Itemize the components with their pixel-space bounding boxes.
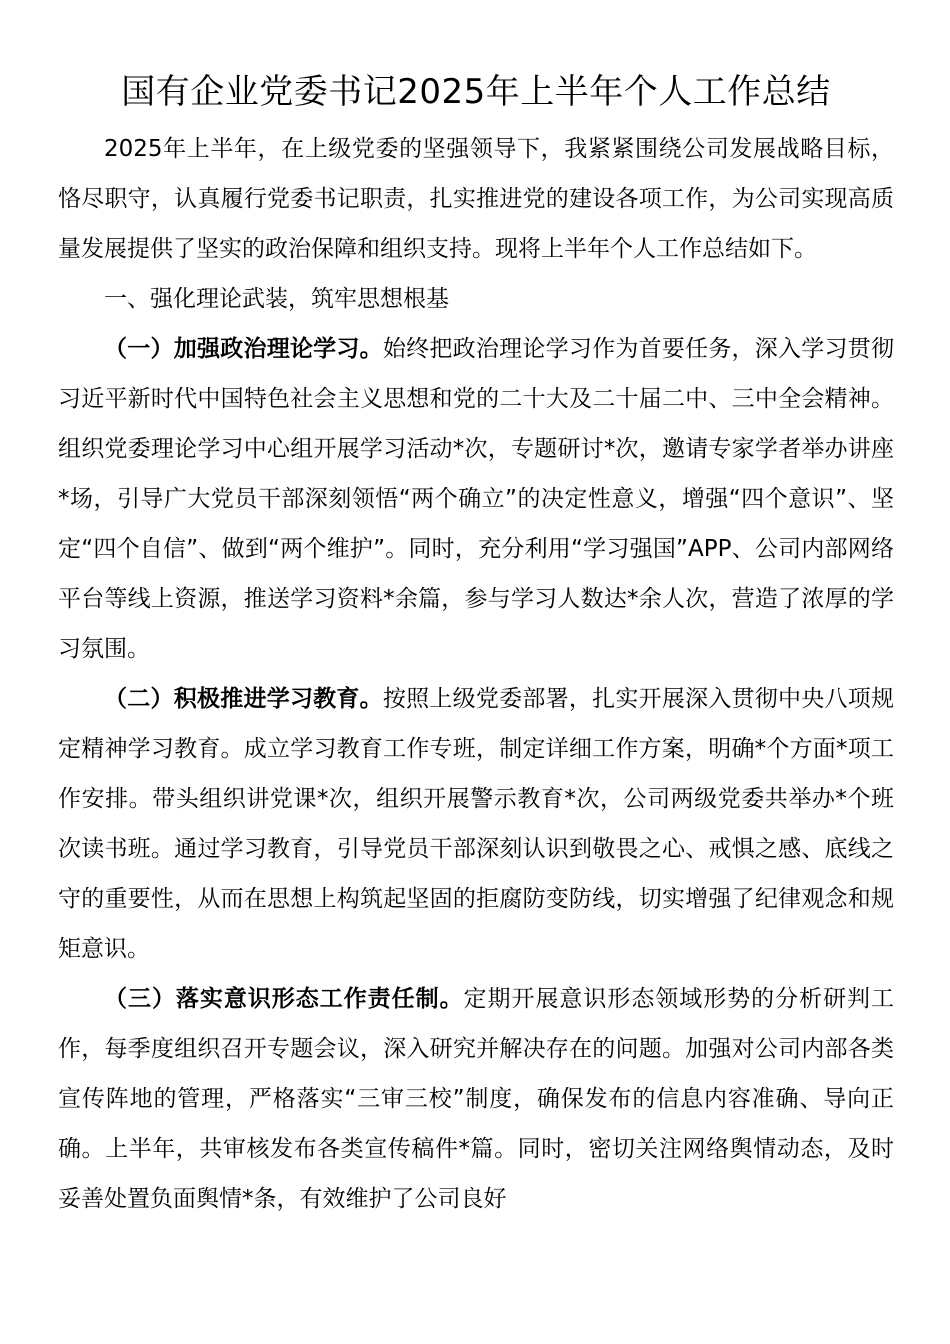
paragraph-subtitle: （一）加强政治理论学习。 bbox=[104, 336, 383, 362]
paragraph-subtitle: （三）落实意识形态工作责任制。 bbox=[104, 986, 464, 1012]
paragraph-text: 定期开展意识形态领域形势的分析研判工作，每季度组织召开专题会议，深入研究并解决存在的问题。加强对公司内部各类宣传阵地的管理，严格落实“三审三校”制度，确保发布的信息内容准确、导向正确。上半年，共审核发布各类宣传稿件*篇。同时，密切关注网络舆情动态，及时妥善处置负面舆情*条，有效维护了公司良好 bbox=[58, 986, 894, 1212]
document-title: 国有企业党委书记2025年上半年个人工作总结 bbox=[121, 72, 831, 112]
body-paragraph bbox=[58, 974, 894, 1224]
paragraph-text: 按照上级党委部署，扎实开展深入贯彻中央八项规定精神学习教育。成立学习教育工作专班，制定详细工作方案，明确*个方面*项工作安排。带头组织讲党课*次，组织开展警示教育*次，公司两级党委共举办*个班次读书班。通过学习教育，引导党员干部深刻认识到敬畏之心、戒惧之感、底线之守的重要性，从而在思想上构筑起坚固的拒腐防变防线，切实增强了纪律观念和规矩意识。 bbox=[58, 686, 895, 962]
paragraph-subtitle: （二）积极推进学习教育。 bbox=[104, 686, 383, 712]
intro-paragraph: 2025年上半年，在上级党委的坚强领导下，我紧紧围绕公司发展战略目标，恪尽职守，认真履行党委书记职责，扎实推进党的建设各项工作，为公司实现高质量发展提供了坚实的政治保障和组织支持。现将上半年个人工作总结如下。 bbox=[58, 136, 894, 262]
section-heading: 一、强化理论武装，筑牢思想根基 bbox=[104, 286, 449, 312]
body-paragraph bbox=[58, 324, 894, 674]
paragraph-text: 始终把政治理论学习作为首要任务，深入学习贯彻习近平新时代中国特色社会主义思想和党的二十大及二十届二中、三中全会精神。组织党委理论学习中心组开展学习活动*次，专题研讨*次，邀请专家学者举办讲座*场，引导广大党员干部深刻领悟“两个确立”的决定性意义，增强“四个意识”、坚定“四个自信”、做到“两个维护”。同时，充分利用“学习强国”APP、公司内部网络平台等线上资源，推送学习资料*余篇，参与学习人数达*余人次，营造了浓厚的学习氛围。 bbox=[58, 336, 895, 662]
body-paragraph bbox=[58, 674, 894, 974]
